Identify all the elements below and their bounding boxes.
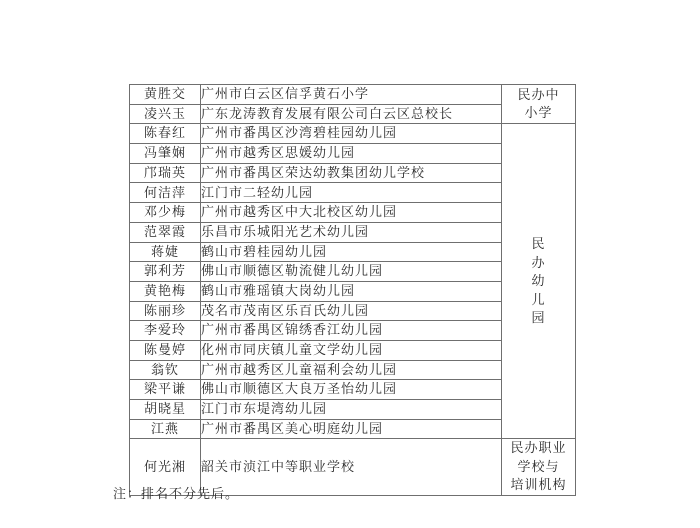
person-name-cell: 江燕 (130, 419, 201, 439)
person-name-cell: 郭利芳 (130, 262, 201, 282)
person-name-cell: 范翠霞 (130, 222, 201, 242)
person-name-cell: 陈丽珍 (130, 301, 201, 321)
school-cell: 广州市番禺区荣达幼教集团幼儿学校 (201, 163, 502, 183)
school-cell: 佛山市顺德区大良万圣怡幼儿园 (201, 380, 502, 400)
category-cell: 民办职业 学校与 培训机构 (502, 439, 576, 496)
school-cell: 广州市番禺区沙湾碧桂园幼儿园 (201, 124, 502, 144)
school-cell: 广州市番禺区锦绣香江幼儿园 (201, 321, 502, 341)
school-cell: 广州市白云区信孚黄石小学 (201, 85, 502, 105)
person-name-cell: 黄胜交 (130, 85, 201, 105)
school-cell: 广州市越秀区儿童福利会幼儿园 (201, 360, 502, 380)
school-cell: 广州市越秀区中大北校区幼儿园 (201, 203, 502, 223)
school-cell: 鹤山市雅瑶镇大岗幼儿园 (201, 281, 502, 301)
school-cell: 江门市东堤湾幼儿园 (201, 400, 502, 420)
school-cell: 化州市同庆镇儿童文学幼儿园 (201, 340, 502, 360)
person-name-cell: 翁钦 (130, 360, 201, 380)
person-name-cell: 何光湘 (130, 439, 201, 496)
table-row (130, 85, 576, 105)
category-cell: 民 办 幼 儿 园 (502, 124, 576, 439)
footnote: 注：排名不分先后。 (113, 486, 240, 501)
table-body (130, 85, 576, 496)
person-name-cell: 梁平谦 (130, 380, 201, 400)
school-cell: 广东龙涛教育发展有限公司白云区总校长 (201, 104, 502, 124)
category-cell: 民办中 小学 (502, 85, 576, 124)
person-name-cell: 胡晓星 (130, 400, 201, 420)
school-cell: 江门市二轻幼儿园 (201, 183, 502, 203)
person-name-cell: 黄艳梅 (130, 281, 201, 301)
school-cell: 韶关市浈江中等职业学校 (201, 439, 502, 496)
person-name-cell: 邓少梅 (130, 203, 201, 223)
table-row (130, 124, 576, 144)
person-name-cell: 凌兴玉 (130, 104, 201, 124)
person-name-cell: 何洁萍 (130, 183, 201, 203)
person-name-cell: 陈春红 (130, 124, 201, 144)
person-name-cell: 冯肇娴 (130, 144, 201, 164)
award-table (129, 84, 576, 496)
school-cell: 佛山市顺德区勒流健儿幼儿园 (201, 262, 502, 282)
school-cell: 鹤山市碧桂园幼儿园 (201, 242, 502, 262)
person-name-cell: 陈曼婷 (130, 340, 201, 360)
person-name-cell: 邝瑞英 (130, 163, 201, 183)
school-cell: 广州市越秀区思媛幼儿园 (201, 144, 502, 164)
person-name-cell: 李爱玲 (130, 321, 201, 341)
school-cell: 茂名市茂南区乐百氏幼儿园 (201, 301, 502, 321)
school-cell: 广州市番禺区美心明庭幼儿园 (201, 419, 502, 439)
school-cell: 乐昌市乐城阳光艺术幼儿园 (201, 222, 502, 242)
person-name-cell: 蒋婕 (130, 242, 201, 262)
